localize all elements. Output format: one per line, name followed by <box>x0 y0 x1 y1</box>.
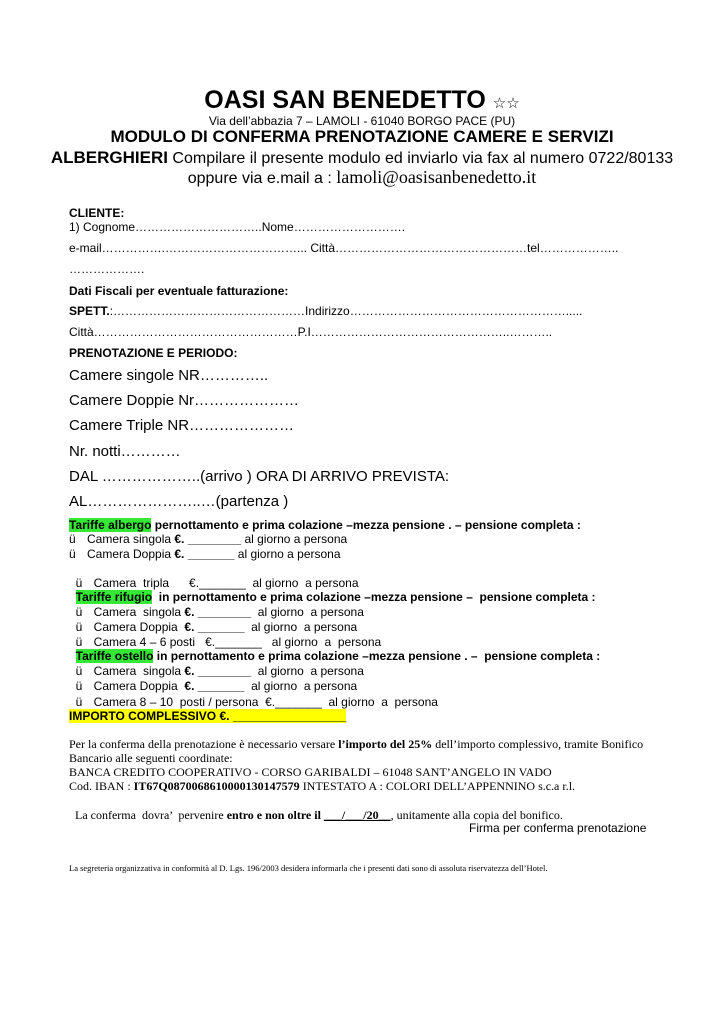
tariffa-unit: al giorno a persona <box>261 635 382 649</box>
privacy-notice: La segreteria organizzativa in conformità al D. Lgs. 196/2003 desidera informarla che i presenti dati sono di assoluta riservatezza dell’Hotel. <box>69 863 548 873</box>
notti-field: Nr. notti………… <box>69 443 181 460</box>
form-heading: MODULO DI CONFERMA PRENOTAZIONE CAMERE E SERVIZI <box>110 127 614 146</box>
bank-intro: Bancario alle seguenti coordinate: <box>69 751 233 765</box>
arrivo-field: DAL ………………..(arrivo ) ORA DI ARRIVO PREVISTA: <box>69 468 450 485</box>
tariffa-unit: al giorno a persona <box>245 576 359 590</box>
form-instructions <box>0 148 724 168</box>
beneficiary: INTESTATO A : COLORI DELL’APPENNINO s.c.a r.l. <box>299 779 576 793</box>
iban-line <box>69 779 575 794</box>
citta-pi-field: Città……………………………………………P.I…………………………………………..……….. <box>69 325 553 339</box>
tariffa-room: Camera singola <box>93 664 185 678</box>
tariffa-price: €. _______ <box>174 547 235 561</box>
checkmark-icon: ü <box>75 605 83 619</box>
camere-doppie-field: Camere Doppie Nr………………… <box>69 392 300 409</box>
tariffa-price: €._______ <box>205 635 262 649</box>
hotel-address: Via dell’abbazia 7 – LAMOLI - 61040 BORGO PACE (PU) <box>208 114 516 128</box>
partenza-field: AL…………………..…(partenza ) <box>69 493 289 510</box>
tariffa-room: Camera Doppia <box>93 620 185 634</box>
tariffa-price: €._______ <box>189 576 246 590</box>
deadline-line <box>69 793 563 823</box>
tariffa-unit: al giorno a persona <box>251 605 364 619</box>
iban-code: IT67Q0870068610000130147579 <box>133 779 300 793</box>
tariffa-price: €. ________ <box>184 664 252 678</box>
cliente-extra-field: ………………. <box>69 262 145 276</box>
hotel-title <box>0 86 724 115</box>
tariffa-unit: al giorno a persona <box>241 532 348 546</box>
email-address: lamoli@oasisanbenedetto.it <box>336 167 537 187</box>
tariffa-row <box>69 532 347 546</box>
tariffe-albergo-desc: pernottamento e prima colazione –mezza pensione . – pensione completa : <box>151 518 581 532</box>
checkmark-icon: ü <box>69 547 76 561</box>
camere-triple-field: Camere Triple NR………………… <box>69 417 295 434</box>
checkmark-icon: ü <box>75 695 83 709</box>
tariffa-price: €._______ <box>265 695 322 709</box>
tariffa-unit: al giorno a persona <box>244 679 358 693</box>
deadline-date: ___/___/20__ <box>323 808 391 822</box>
conferma-paragraph <box>69 737 643 752</box>
tariffa-room: Camera Doppia <box>87 547 175 561</box>
spett-field <box>69 304 582 318</box>
hotel-name: OASI SAN BENEDETTO <box>204 86 486 114</box>
tariffa-unit: al giorno a persona <box>251 664 364 678</box>
heading-continued: ALBERGHIERI <box>50 148 168 167</box>
conferma-text: dell’importo complessivo, tramite Bonifico <box>432 737 644 751</box>
iban-label: Cod. IBAN : <box>69 779 134 793</box>
tariffa-unit: al giorno a persona <box>244 620 358 634</box>
email-line <box>0 167 724 188</box>
tariffa-room: Camera singola <box>87 532 175 546</box>
email-prefix: oppure via e.mail a : <box>187 170 337 187</box>
tariffa-room: Camera Doppia <box>93 679 185 693</box>
checkmark-icon: ü <box>75 576 83 590</box>
tariffa-room: Camera singola <box>93 605 185 619</box>
fatturazione-label: Dati Fiscali per eventuale fatturazione: <box>69 284 289 298</box>
deadline-text: , unitamente alla copia del bonifico. <box>390 808 563 822</box>
tariffa-price: €. _______ <box>184 679 245 693</box>
tariffa-unit: al giorno a persona <box>321 695 438 709</box>
tariffa-room: Camera tripla <box>93 576 190 590</box>
deposit-percent: l’importo del 25% <box>338 737 433 751</box>
fax-instructions: Compilare il presente modulo ed inviarlo via fax al numero 0722/80133 <box>167 150 674 167</box>
periodo-label: PRENOTAZIONE E PERIODO: <box>69 346 238 360</box>
tariffe-albergo-header <box>69 518 581 532</box>
importo-complessivo <box>69 709 346 723</box>
tariffa-room: Camera 4 – 6 posti <box>93 635 206 649</box>
checkmark-icon: ü <box>75 635 83 649</box>
checkmark-icon: ü <box>75 679 83 693</box>
checkmark-icon: ü <box>69 532 76 546</box>
tariffa-row <box>69 547 341 561</box>
importo-blank: _________________ <box>232 709 347 723</box>
importo-label: IMPORTO COMPLESSIVO €. <box>69 709 233 723</box>
bank-name: BANCA CREDITO COOPERATIVO - CORSO GARIBALDI – 61048 SANT’ANGELO IN VADO <box>69 765 552 779</box>
tariffe-rifugio-label: Tariffe rifugio <box>75 590 153 604</box>
star-rating-icon: ☆☆ <box>492 94 520 112</box>
spett-dots: :…………………………………………Indirizzo………………………………………………..... <box>109 304 583 318</box>
tariffe-albergo-label: Tariffe albergo <box>69 518 152 532</box>
cliente-label: CLIENTE: <box>69 206 125 220</box>
camere-singole-field: Camere singole NR………….. <box>69 367 269 384</box>
spett-label: SPETT. <box>69 304 110 318</box>
tariffe-ostello-desc: in pernottamento e prima colazione –mezza pensione . – pensione completa : <box>153 649 601 663</box>
cliente-contact-field: e-mail…………….……………………………... Città…………………………………………tel……………….. <box>69 241 619 255</box>
deadline-text: La conferma dovra’ pervenire <box>75 808 227 822</box>
tariffa-price: €. ________ <box>174 532 242 546</box>
tariffa-unit: al giorno a persona <box>234 547 341 561</box>
cliente-name-field: 1) Cognome…………………………..Nome………………………. <box>69 220 406 234</box>
checkmark-icon: ü <box>75 664 83 678</box>
tariffe-rifugio-desc: in pernottamento e prima colazione –mezza pensione – pensione completa : <box>152 590 596 604</box>
tariffa-price: €. _______ <box>184 620 245 634</box>
checkmark-icon: ü <box>75 620 83 634</box>
deadline-bold: entro e non oltre il <box>226 808 324 822</box>
tariffa-row <box>69 681 438 709</box>
tariffa-price: €. ________ <box>184 605 252 619</box>
tariffa-room: Camera 8 – 10 posti / persona <box>93 695 266 709</box>
signature-label: Firma per conferma prenotazione <box>469 821 647 835</box>
conferma-text: Per la conferma della prenotazione è necessario versare <box>69 737 339 751</box>
tariffe-ostello-label: Tariffe ostello <box>75 649 154 663</box>
